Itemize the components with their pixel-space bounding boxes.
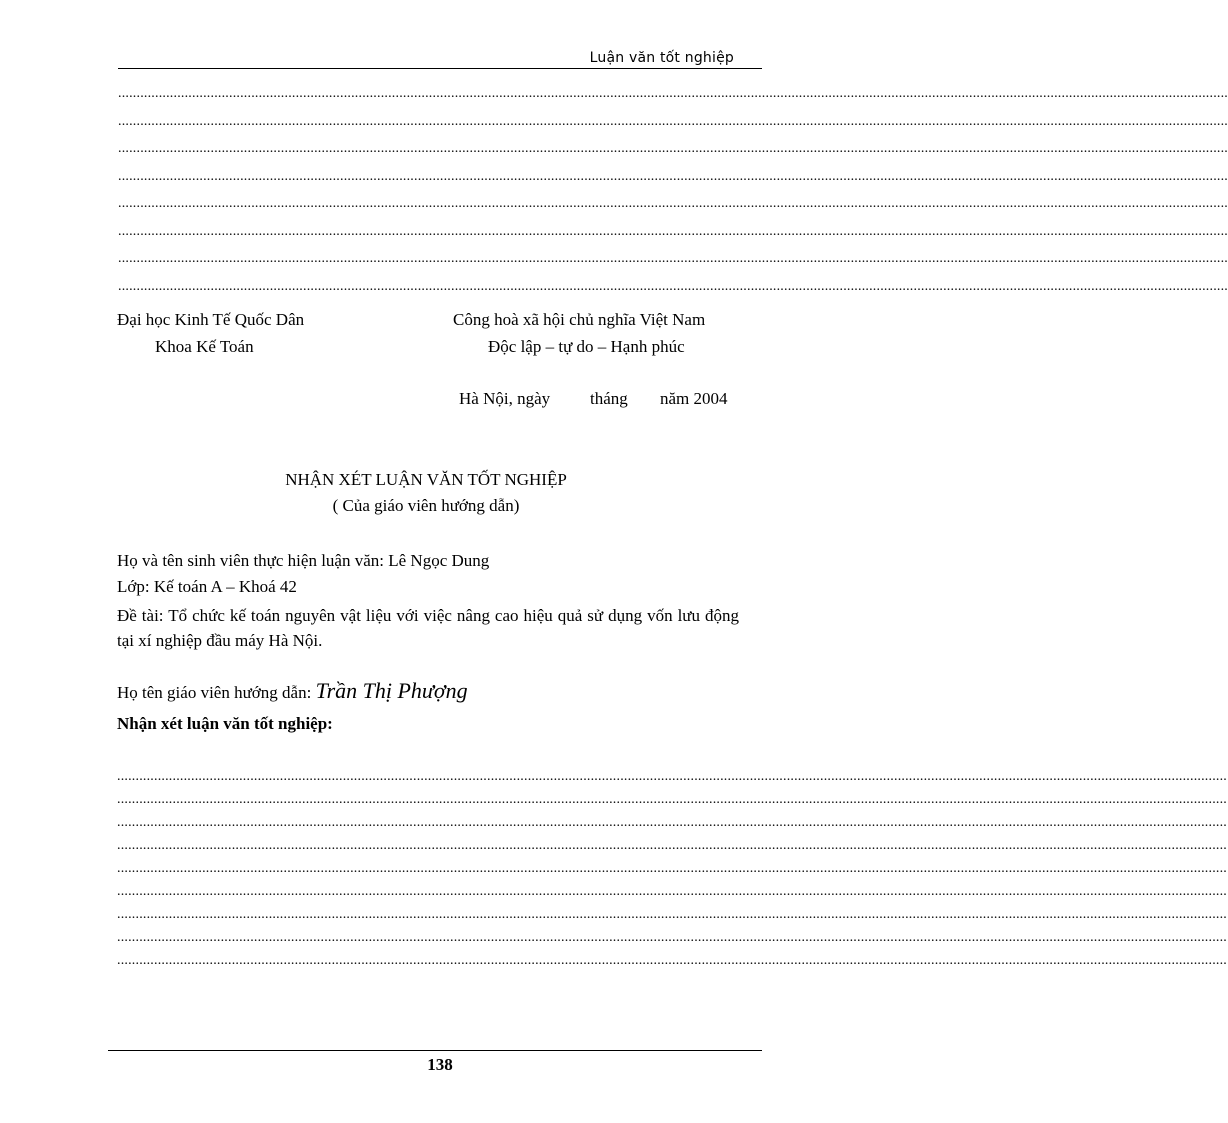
header-rule [118,68,762,69]
dotted-line: ............................................................................................................................................................................................................................................................................................................ [118,196,1228,211]
dotted-line: ............................................................................................................................................................................................................................................................................................................ [117,930,1227,945]
university-name: Đại học Kinh Tế Quốc Dân [117,310,305,329]
dotted-line: ............................................................................................................................................................................................................................................................................................................ [117,861,1227,876]
dotted-line: ............................................................................................................................................................................................................................................................................................................ [117,884,1227,899]
national-motto: Độc lập – tự do – Hạnh phúc [488,337,685,356]
footer-rule [108,1050,762,1051]
student-name-line: Họ và tên sinh viên thực hiện luận văn: Lê Ngọc Dung [117,551,490,570]
supervisor-signature-name: Trần Thị Phượng [315,678,468,703]
faculty-name: Khoa Kế Toán [155,337,254,356]
dotted-line: ............................................................................................................................................................................................................................................................................................................ [117,838,1227,853]
dotted-line: ............................................................................................................................................................................................................................................................................................................ [118,113,1228,129]
topic-line: Đề tài: Tổ chức kế toán nguyên vật liệu với việc nâng cao hiệu quả sử dụng vốn lưu động tại xí nghiệp đầu máy Hà Nội. [117,606,739,650]
supervisor-line [117,678,468,704]
document-title: NHẬN XÉT LUẬN VĂN TỐT NGHIỆP [285,470,567,489]
dotted-line: ............................................................................................................................................................................................................................................................................................................ [118,251,1228,266]
date-year: năm 2004 [660,389,728,408]
page-number: 138 [427,1055,453,1074]
dotted-line: ............................................................................................................................................................................................................................................................................................................ [117,815,1227,830]
date-place: Hà Nội, ngày [459,389,551,408]
dotted-line: ............................................................................................................................................................................................................................................................................................................ [118,141,1228,156]
running-header: Luận văn tốt nghiệp [589,50,734,66]
dotted-line: ............................................................................................................................................................................................................................................................................................................ [117,769,1227,784]
republic-title: Công hoà xã hội chủ nghĩa Việt Nam [453,310,706,329]
dotted-line: ............................................................................................................................................................................................................................................................................................................ [118,278,1228,294]
dotted-line: ............................................................................................................................................................................................................................................................................................................ [118,223,1228,239]
comment-heading: Nhận xét luận văn tốt nghiệp: [117,714,333,733]
dotted-line: ............................................................................................................................................................................................................................................................................................................ [117,792,1227,807]
document-subtitle: ( Của giáo viên hướng dẫn) [332,496,520,515]
date-month: tháng [590,389,628,408]
dotted-line: ............................................................................................................................................................................................................................................................................................................ [117,953,1227,968]
class-line: Lớp: Kế toán A – Khoá 42 [117,577,297,596]
dotted-line: ............................................................................................................................................................................................................................................................................................................ [117,907,1227,922]
dotted-line: ............................................................................................................................................................................................................................................................................................................ [118,168,1228,184]
dotted-line: ............................................................................................................................................................................................................................................................................................................ [118,86,1228,101]
supervisor-label: Họ tên giáo viên hướng dẫn: [117,683,312,702]
